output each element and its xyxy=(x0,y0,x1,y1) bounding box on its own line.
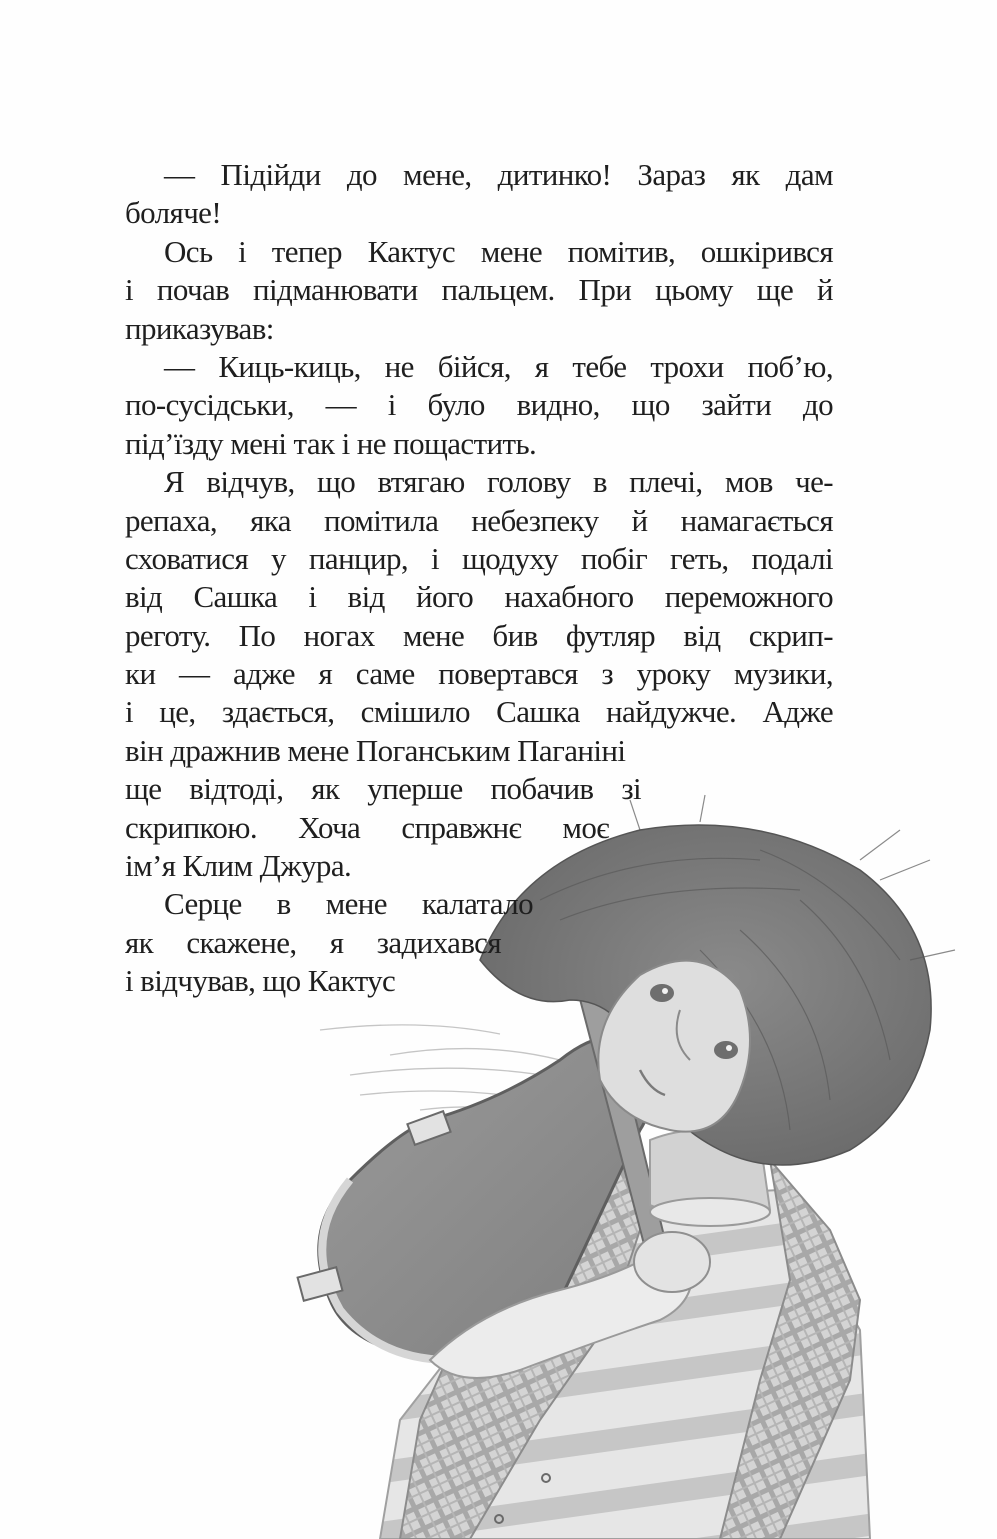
text-line: скрипкою. Хоча справжнє моє xyxy=(125,809,609,845)
text-line: від Сашка і від його нахабного переможного xyxy=(125,579,833,615)
story-text xyxy=(125,156,833,1001)
hand xyxy=(634,1232,710,1292)
text-line: реготу. По ногах мене бив футляр від скрип- xyxy=(125,617,833,653)
text-line: репаха, яка помітила небезпеку й намагається xyxy=(125,502,833,538)
right-eye xyxy=(714,1041,738,1059)
text-line: Ось і тепер Кактус мене помітив, ошкірився xyxy=(164,233,833,269)
text-line: як скажене, я задихався xyxy=(125,924,501,960)
text-line: ки — адже я саме повертався з уроку музики, xyxy=(125,656,833,692)
text-line: і це, здається, смішило Сашка найдужче. Адже xyxy=(125,694,833,730)
text-line: ще відтоді, як уперше побачив зі xyxy=(125,771,641,807)
collar xyxy=(650,1198,770,1226)
text-line: і почав підманювати пальцем. При цьому ще й xyxy=(125,272,833,308)
text-line: ім’я Клим Джура. xyxy=(125,848,352,884)
text-line: сховатися у панцир, і щодуху побіг геть, подалі xyxy=(125,540,833,576)
text-line: він дражнив мене Поганським Паганіні xyxy=(125,732,626,768)
text-line: — Підійди до мене, дитинко! Зараз як дам xyxy=(164,157,833,192)
text-line: Серце в мене калатало xyxy=(164,886,533,922)
text-line: і відчував, що Кактус xyxy=(125,963,396,999)
text-line: приказував: xyxy=(125,310,274,346)
text-line: під’їзду мені так і не пощастить. xyxy=(125,425,537,461)
text-line: Я відчув, що втягаю голову в плечі, мов че- xyxy=(164,464,833,500)
text-line: — Киць-киць, не бійся, я тебе трохи поб’ю, xyxy=(164,348,833,384)
text-line: боляче! xyxy=(125,195,222,231)
text-line: по-сусідськи, — і було видно, що зайти до xyxy=(125,387,833,423)
